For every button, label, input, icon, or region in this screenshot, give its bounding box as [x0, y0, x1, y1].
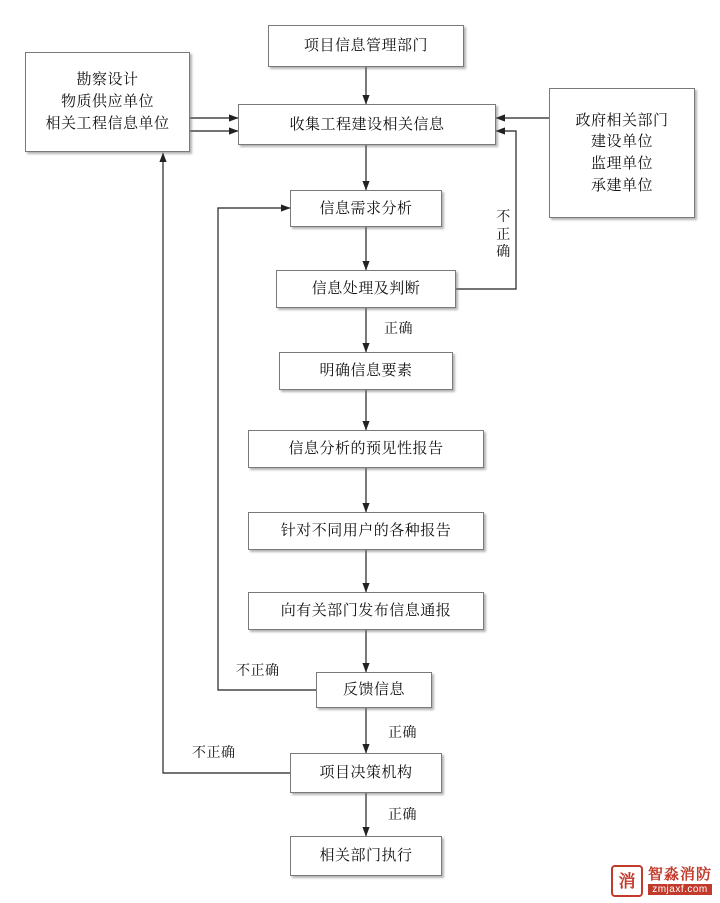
- node-line: 信息分析的预见性报告: [288, 440, 444, 458]
- watermark-site: zmjaxf.com: [648, 884, 712, 895]
- watermark: [611, 865, 712, 897]
- edge-label-correct-process: 正确: [384, 320, 413, 336]
- node-clarify-elements[interactable]: [279, 352, 453, 390]
- edge-label-incorrect-feedback: 不正确: [236, 662, 280, 678]
- edge-label-incorrect-decision: 不正确: [192, 744, 236, 760]
- node-line: 建设单位: [590, 133, 653, 151]
- node-line: 收集工程建设相关信息: [289, 115, 445, 133]
- node-publish-bulletin[interactable]: [248, 592, 484, 630]
- node-line: 物质供应单位: [60, 93, 154, 111]
- node-feedback-information[interactable]: [316, 672, 432, 708]
- node-demand-analysis[interactable]: [290, 190, 442, 227]
- edge-label-incorrect-process: 不正确: [496, 208, 511, 259]
- node-survey-design-group[interactable]: [25, 52, 190, 152]
- node-line: 项目决策机构: [319, 764, 413, 782]
- watermark-brand: 智淼消防: [647, 866, 712, 884]
- node-project-info-department[interactable]: [268, 25, 464, 67]
- watermark-text: [648, 867, 712, 895]
- node-line: 项目信息管理部门: [303, 37, 428, 55]
- node-line: 明确信息要素: [319, 362, 413, 380]
- node-line: 勘察设计: [76, 71, 139, 89]
- node-line: 信息处理及判断: [311, 280, 421, 298]
- node-line: 监理单位: [590, 155, 653, 172]
- node-line: 相关部门执行: [319, 847, 413, 865]
- node-government-units-group[interactable]: [549, 88, 695, 218]
- node-department-execution[interactable]: [290, 836, 442, 876]
- node-line: 针对不同用户的各种报告: [280, 522, 452, 540]
- node-predictive-report[interactable]: [248, 430, 484, 468]
- node-collect-information[interactable]: [238, 104, 496, 145]
- node-line: 政府相关部门: [575, 111, 669, 129]
- node-line: 承建单位: [590, 176, 653, 194]
- node-decision-body[interactable]: [290, 753, 442, 793]
- edge-label-correct-decision: 正确: [388, 806, 417, 822]
- watermark-logo-icon: 消: [611, 865, 643, 897]
- node-line: 向有关部门发布信息通报: [280, 602, 452, 620]
- node-line: 反馈信息: [342, 681, 405, 699]
- node-user-specific-reports[interactable]: [248, 512, 484, 550]
- node-information-processing[interactable]: [276, 270, 456, 308]
- node-line: 相关工程信息单位: [45, 114, 170, 132]
- node-line: 信息需求分析: [319, 199, 413, 217]
- edge-label-correct-feedback: 正确: [388, 724, 417, 740]
